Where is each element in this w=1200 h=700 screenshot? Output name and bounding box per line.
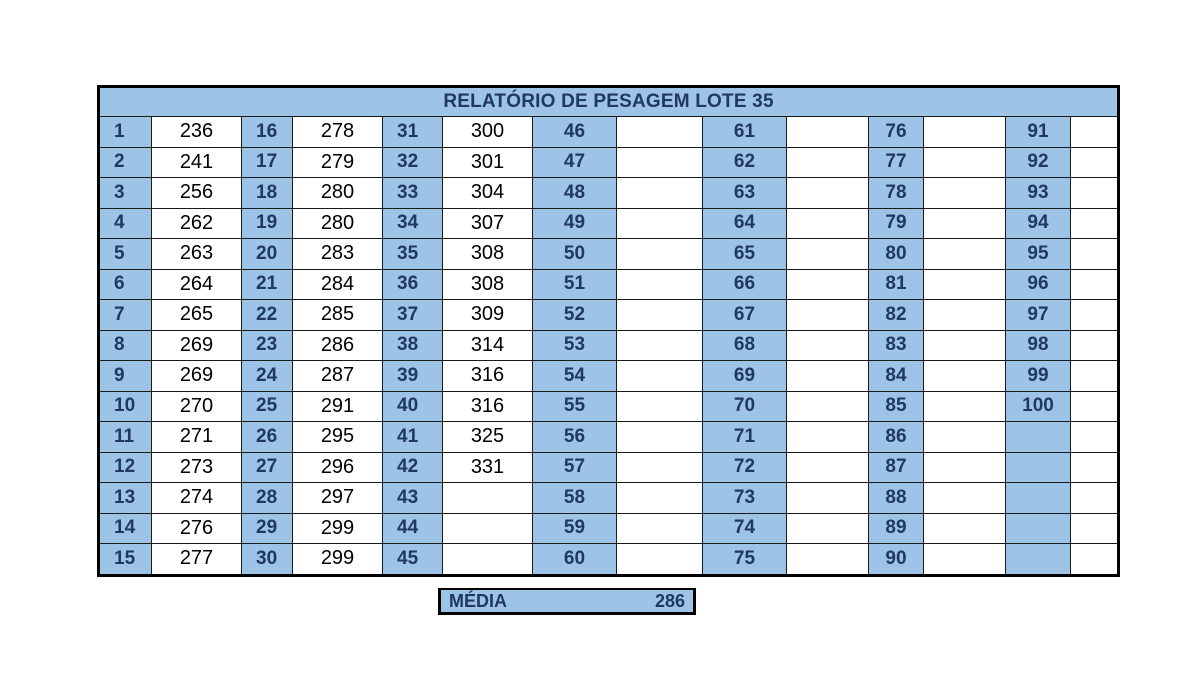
weight-cell (924, 361, 1006, 392)
animal-number-cell: 64 (703, 208, 787, 239)
animal-number-cell: 70 (703, 391, 787, 422)
weight-cell (617, 300, 703, 331)
animal-number-cell: 6 (99, 269, 152, 300)
weight-cell: 299 (293, 513, 383, 544)
average-label: MÉDIA (449, 590, 507, 611)
average-value: 286 (654, 590, 685, 611)
animal-number-cell: 30 (242, 544, 293, 576)
animal-number-cell: 42 (383, 452, 443, 483)
animal-number-cell: 73 (703, 483, 787, 514)
animal-number-cell: 68 (703, 330, 787, 361)
animal-number-cell: 75 (703, 544, 787, 576)
animal-number-cell: 89 (869, 513, 924, 544)
table-row (99, 147, 1119, 178)
weight-cell (443, 483, 533, 514)
animal-number-cell: 12 (99, 452, 152, 483)
animal-number-cell: 94 (1006, 208, 1071, 239)
weight-cell: 280 (293, 178, 383, 209)
animal-number-cell: 25 (242, 391, 293, 422)
table-row (99, 239, 1119, 270)
weight-cell (924, 300, 1006, 331)
weight-cell (1071, 513, 1119, 544)
weight-cell (1071, 361, 1119, 392)
weight-cell (1071, 452, 1119, 483)
weight-cell (924, 330, 1006, 361)
animal-number-cell: 98 (1006, 330, 1071, 361)
animal-number-cell (1006, 513, 1071, 544)
animal-number-cell: 3 (99, 178, 152, 209)
weight-cell: 297 (293, 483, 383, 514)
animal-number-cell: 36 (383, 269, 443, 300)
weight-cell (1071, 391, 1119, 422)
table-row (99, 178, 1119, 209)
weight-cell: 262 (152, 208, 242, 239)
weight-cell (787, 208, 869, 239)
animal-number-cell: 50 (533, 239, 617, 270)
weight-cell (924, 513, 1006, 544)
animal-number-cell: 10 (99, 391, 152, 422)
weight-cell (1071, 300, 1119, 331)
animal-number-cell: 88 (869, 483, 924, 514)
animal-number-cell: 86 (869, 422, 924, 453)
weight-cell: 316 (443, 391, 533, 422)
animal-number-cell: 56 (533, 422, 617, 453)
animal-number-cell: 72 (703, 452, 787, 483)
weight-cell (1071, 544, 1119, 576)
animal-number-cell: 34 (383, 208, 443, 239)
weight-cell (924, 452, 1006, 483)
weight-cell (617, 117, 703, 148)
animal-number-cell: 62 (703, 147, 787, 178)
weight-cell (787, 300, 869, 331)
weight-cell (924, 178, 1006, 209)
animal-number-cell: 26 (242, 422, 293, 453)
animal-number-cell: 49 (533, 208, 617, 239)
animal-number-cell: 47 (533, 147, 617, 178)
weight-cell (787, 452, 869, 483)
weight-cell: 271 (152, 422, 242, 453)
table-row (99, 544, 1119, 576)
animal-number-cell: 52 (533, 300, 617, 331)
animal-number-cell: 99 (1006, 361, 1071, 392)
weighing-report-table (97, 85, 1120, 577)
weight-cell (1071, 269, 1119, 300)
animal-number-cell: 44 (383, 513, 443, 544)
weight-cell: 273 (152, 452, 242, 483)
weight-cell (787, 513, 869, 544)
animal-number-cell: 13 (99, 483, 152, 514)
weight-cell (924, 422, 1006, 453)
weight-cell: 299 (293, 544, 383, 576)
weight-cell: 256 (152, 178, 242, 209)
animal-number-cell: 53 (533, 330, 617, 361)
animal-number-cell: 85 (869, 391, 924, 422)
animal-number-cell: 40 (383, 391, 443, 422)
table-row (99, 300, 1119, 331)
weight-cell (617, 239, 703, 270)
animal-number-cell: 58 (533, 483, 617, 514)
animal-number-cell: 17 (242, 147, 293, 178)
animal-number-cell: 19 (242, 208, 293, 239)
animal-number-cell: 80 (869, 239, 924, 270)
weight-cell (787, 361, 869, 392)
weight-cell (617, 544, 703, 576)
weight-cell: 316 (443, 361, 533, 392)
animal-number-cell: 55 (533, 391, 617, 422)
animal-number-cell: 54 (533, 361, 617, 392)
animal-number-cell: 78 (869, 178, 924, 209)
animal-number-cell: 48 (533, 178, 617, 209)
animal-number-cell: 38 (383, 330, 443, 361)
weight-cell (787, 544, 869, 576)
weight-cell (1071, 330, 1119, 361)
weight-cell (924, 483, 1006, 514)
animal-number-cell: 21 (242, 269, 293, 300)
animal-number-cell: 14 (99, 513, 152, 544)
weight-cell (924, 239, 1006, 270)
animal-number-cell: 100 (1006, 391, 1071, 422)
animal-number-cell: 2 (99, 147, 152, 178)
animal-number-cell: 24 (242, 361, 293, 392)
animal-number-cell (1006, 544, 1071, 576)
report-title: RELATÓRIO DE PESAGEM LOTE 35 (99, 87, 1119, 117)
weight-cell: 278 (293, 117, 383, 148)
animal-number-cell: 31 (383, 117, 443, 148)
weight-cell: 325 (443, 422, 533, 453)
weight-cell: 301 (443, 147, 533, 178)
weight-cell: 276 (152, 513, 242, 544)
weight-cell (924, 544, 1006, 576)
weight-cell: 265 (152, 300, 242, 331)
table-row (99, 483, 1119, 514)
animal-number-cell: 32 (383, 147, 443, 178)
animal-number-cell: 20 (242, 239, 293, 270)
weight-cell: 279 (293, 147, 383, 178)
weight-cell (617, 452, 703, 483)
animal-number-cell (1006, 422, 1071, 453)
animal-number-cell: 96 (1006, 269, 1071, 300)
weight-cell: 331 (443, 452, 533, 483)
weight-cell (787, 147, 869, 178)
weight-cell: 300 (443, 117, 533, 148)
animal-number-cell: 76 (869, 117, 924, 148)
animal-number-cell: 57 (533, 452, 617, 483)
table-row (99, 208, 1119, 239)
weight-cell: 269 (152, 330, 242, 361)
animal-number-cell: 93 (1006, 178, 1071, 209)
animal-number-cell: 16 (242, 117, 293, 148)
weight-cell: 295 (293, 422, 383, 453)
animal-number-cell: 95 (1006, 239, 1071, 270)
weight-cell: 280 (293, 208, 383, 239)
weight-cell: 284 (293, 269, 383, 300)
animal-number-cell: 45 (383, 544, 443, 576)
animal-number-cell: 61 (703, 117, 787, 148)
animal-number-cell: 22 (242, 300, 293, 331)
weight-cell: 296 (293, 452, 383, 483)
weight-cell: 283 (293, 239, 383, 270)
animal-number-cell: 35 (383, 239, 443, 270)
weight-cell: 269 (152, 361, 242, 392)
animal-number-cell: 66 (703, 269, 787, 300)
weight-cell (617, 483, 703, 514)
weight-cell (1071, 147, 1119, 178)
animal-number-cell: 7 (99, 300, 152, 331)
weight-cell: 304 (443, 178, 533, 209)
weight-cell (787, 269, 869, 300)
table-row (99, 361, 1119, 392)
weight-cell (1071, 117, 1119, 148)
animal-number-cell: 1 (99, 117, 152, 148)
weight-cell (787, 330, 869, 361)
animal-number-cell: 81 (869, 269, 924, 300)
animal-number-cell: 51 (533, 269, 617, 300)
animal-number-cell (1006, 483, 1071, 514)
animal-number-cell: 84 (869, 361, 924, 392)
weight-cell (787, 178, 869, 209)
animal-number-cell: 5 (99, 239, 152, 270)
animal-number-cell: 79 (869, 208, 924, 239)
animal-number-cell: 67 (703, 300, 787, 331)
weight-cell: 270 (152, 391, 242, 422)
weight-cell (924, 269, 1006, 300)
animal-number-cell: 65 (703, 239, 787, 270)
weight-cell: 277 (152, 544, 242, 576)
animal-number-cell: 37 (383, 300, 443, 331)
weight-cell (617, 422, 703, 453)
table-row (99, 391, 1119, 422)
table-row (99, 269, 1119, 300)
weight-cell: 309 (443, 300, 533, 331)
animal-number-cell: 87 (869, 452, 924, 483)
animal-number-cell: 41 (383, 422, 443, 453)
weight-cell (443, 513, 533, 544)
weight-cell: 308 (443, 239, 533, 270)
animal-number-cell: 82 (869, 300, 924, 331)
animal-number-cell (1006, 452, 1071, 483)
animal-number-cell: 29 (242, 513, 293, 544)
animal-number-cell: 43 (383, 483, 443, 514)
animal-number-cell: 90 (869, 544, 924, 576)
animal-number-cell: 15 (99, 544, 152, 576)
weight-cell: 263 (152, 239, 242, 270)
animal-number-cell: 60 (533, 544, 617, 576)
weight-cell (1071, 178, 1119, 209)
animal-number-cell: 27 (242, 452, 293, 483)
weight-cell: 236 (152, 117, 242, 148)
weight-cell (1071, 208, 1119, 239)
animal-number-cell: 9 (99, 361, 152, 392)
weight-cell: 291 (293, 391, 383, 422)
animal-number-cell: 28 (242, 483, 293, 514)
weight-cell: 274 (152, 483, 242, 514)
weight-cell (1071, 483, 1119, 514)
animal-number-cell: 11 (99, 422, 152, 453)
weight-cell (924, 117, 1006, 148)
animal-number-cell: 33 (383, 178, 443, 209)
weight-cell (1071, 422, 1119, 453)
weight-cell (617, 391, 703, 422)
animal-number-cell: 71 (703, 422, 787, 453)
weight-cell: 241 (152, 147, 242, 178)
animal-number-cell: 23 (242, 330, 293, 361)
weight-cell: 314 (443, 330, 533, 361)
animal-number-cell: 63 (703, 178, 787, 209)
animal-number-cell: 46 (533, 117, 617, 148)
weight-cell (787, 239, 869, 270)
weight-cell (787, 422, 869, 453)
animal-number-cell: 18 (242, 178, 293, 209)
weight-cell (787, 391, 869, 422)
weight-cell (924, 147, 1006, 178)
animal-number-cell: 69 (703, 361, 787, 392)
weight-cell: 308 (443, 269, 533, 300)
weight-cell: 285 (293, 300, 383, 331)
table-row (99, 330, 1119, 361)
animal-number-cell: 59 (533, 513, 617, 544)
weight-cell (924, 391, 1006, 422)
average-box (438, 588, 696, 615)
animal-number-cell: 77 (869, 147, 924, 178)
animal-number-cell: 92 (1006, 147, 1071, 178)
table-row (99, 513, 1119, 544)
weight-cell: 307 (443, 208, 533, 239)
weight-cell (617, 513, 703, 544)
animal-number-cell: 4 (99, 208, 152, 239)
animal-number-cell: 97 (1006, 300, 1071, 331)
animal-number-cell: 91 (1006, 117, 1071, 148)
weight-cell (617, 330, 703, 361)
table-row (99, 117, 1119, 148)
weight-cell (443, 544, 533, 576)
weight-cell: 287 (293, 361, 383, 392)
weight-cell (787, 483, 869, 514)
weight-cell (617, 147, 703, 178)
weight-cell (1071, 239, 1119, 270)
weight-cell: 264 (152, 269, 242, 300)
weight-cell (617, 178, 703, 209)
animal-number-cell: 8 (99, 330, 152, 361)
weight-cell (787, 117, 869, 148)
weight-cell (617, 269, 703, 300)
report-body (99, 117, 1119, 576)
table-row (99, 422, 1119, 453)
weight-cell (924, 208, 1006, 239)
weight-cell (617, 361, 703, 392)
table-row (99, 452, 1119, 483)
weight-cell: 286 (293, 330, 383, 361)
animal-number-cell: 83 (869, 330, 924, 361)
animal-number-cell: 39 (383, 361, 443, 392)
animal-number-cell: 74 (703, 513, 787, 544)
weight-cell (617, 208, 703, 239)
